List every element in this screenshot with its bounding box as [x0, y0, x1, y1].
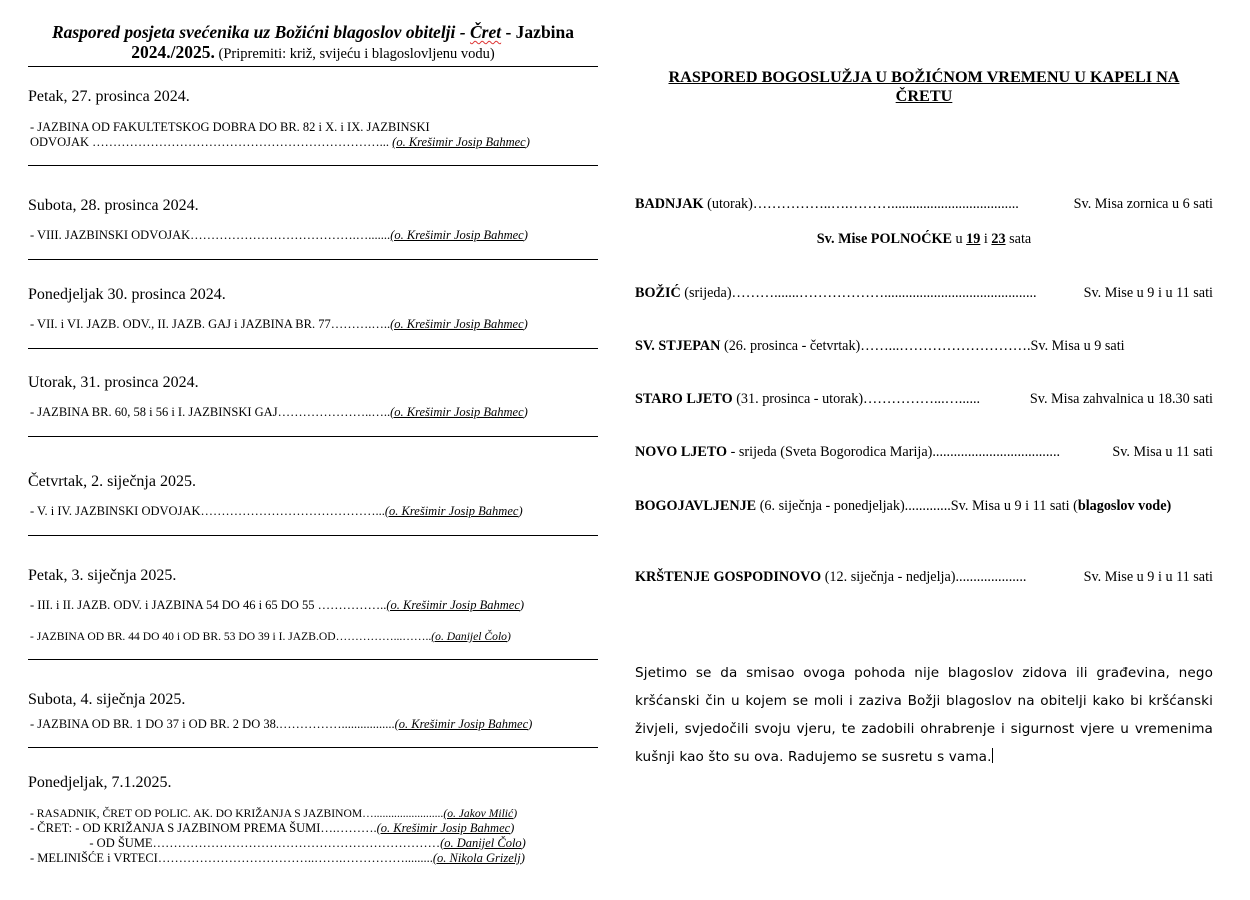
title-year: 2024./2025. [131, 42, 215, 62]
visit-line [30, 120, 430, 135]
polnocke-hour-2: 23 [991, 231, 1006, 247]
visit-route: - V. i IV. JAZBINSKI ODVOJAK……………………………………... [30, 504, 385, 518]
polnocke-hour-1: 19 [966, 231, 981, 247]
event-name: BADNJAK [635, 196, 704, 212]
event-time: Sv. Misa zornica u 6 sati [1073, 196, 1213, 212]
priest-name: (o. Krešimir Josip Bahmec) [390, 317, 528, 331]
polnocke-row [635, 231, 1213, 248]
day-header: Subota, 4. siječnja 2025. [28, 691, 186, 708]
visit-line [30, 135, 530, 150]
day-header: Ponedjeljak 30. prosinca 2024. [28, 286, 226, 303]
priest-name-underlined: (o. Krešimir Josip Bahmec [376, 821, 511, 835]
visit-line [30, 717, 532, 732]
visit-line [30, 228, 528, 243]
visit-route: - VII. i VI. JAZB. ODV., II. JAZB. GAJ i JAZBINA BR. 77……….….. [30, 317, 391, 331]
priest-name-underlined: (o. Danijel Čolo [440, 836, 522, 850]
priest-name-underlined: (o. Krešimir Josip Bahmec [390, 317, 524, 331]
visit-route: - OD ŠUME…………………………………………………………… [30, 836, 441, 850]
visit-route: - III. i II. JAZB. ODV. i JAZBINA 54 DO 46 i 65 DO 55 …………….. [30, 598, 387, 612]
visit-route: - RASADNIK, ČRET OD POLIC. AK. DO KRIŽANJA S JAZBINOM…........................ [30, 807, 444, 820]
event-time: Sv. Mise u 9 i u 11 sati [1083, 285, 1213, 301]
day-divider [28, 747, 598, 748]
priest-name-underlined: (o. Krešimir Josip Bahmec [390, 228, 524, 242]
priest-name: (o. Krešimir Josip Bahmec) [390, 228, 528, 242]
event-time: Sv. Misa zahvalnica u 18.30 sati [1029, 391, 1213, 407]
visit-route: - ČRET: - OD KRIŽANJA S JAZBINOM PREMA ŠUMI….………. [30, 821, 377, 835]
closing-paragraph [635, 659, 1213, 771]
priest-name: (o. Danijel Čolo) [431, 630, 511, 643]
event-time: Sv. Misa u 9 sati [1030, 338, 1125, 354]
day-header: Ponedjeljak, 7.1.2025. [28, 774, 172, 791]
event-detail: (31. prosinca - utorak)……………...…...... [732, 391, 981, 407]
priest-name-underlined: (o. Krešimir Josip Bahmec [384, 504, 519, 518]
title-part2: - Jazbina [501, 22, 575, 42]
visit-route: - VIII. JAZBINSKI ODVOJAK………………………………….…....... [30, 228, 391, 242]
priest-name: (o. Krešimir Josip Bahmec) [376, 821, 515, 835]
priest-name-underlined: (o. Jakov Milić [443, 807, 514, 820]
liturgy-title-line1: RASPORED BOGOSLUŽJA U BOŽIĆNOM VREMENU U KAPELI NA [668, 68, 1180, 86]
event-detail: (6. siječnja - ponedjeljak).............Sv. Misa u 9 i 11 sati ( [756, 498, 1078, 514]
title-divider [28, 66, 598, 67]
visit-line [30, 806, 517, 821]
day-header: Petak, 27. prosinca 2024. [28, 88, 190, 105]
day-divider [28, 535, 598, 536]
day-divider [28, 659, 598, 660]
schedule-title [28, 22, 598, 64]
visit-line [30, 405, 528, 420]
priest-name-underlined: (o. Krešimir Josip Bahmec [386, 598, 520, 612]
title-note: (Pripremiti: križ, svijeću i blagoslovljenu vodu) [214, 46, 495, 62]
visit-line [30, 851, 525, 866]
visit-line [30, 836, 526, 851]
visit-line [30, 317, 528, 332]
visit-schedule [28, 22, 598, 67]
day-divider [28, 259, 598, 260]
event-name: BOGOJAVLJENJE [635, 498, 757, 514]
priest-name-underlined: (o. Krešimir Josip Bahmec [394, 717, 529, 731]
day-block [28, 197, 598, 262]
priest-name: (o. Krešimir Josip Bahmec) [390, 405, 528, 419]
event-row [635, 569, 1213, 586]
day-divider [28, 348, 598, 349]
priest-name: (o. Nikola Grizelj) [432, 851, 525, 865]
visit-line [30, 598, 524, 613]
liturgy-title-line2: ČRETU [895, 87, 953, 105]
day-block [28, 374, 598, 439]
priest-name: (o. Krešimir Josip Bahmec) [386, 598, 525, 612]
title-part1: Raspored posjeta svećenika uz Božićni blagoslov obitelji - [51, 22, 470, 42]
visit-route: - JAZBINA BR. 60, 58 i 56 i I. JAZBINSKI GAJ…………………..….. [30, 405, 391, 419]
polnocke-u: u [951, 231, 967, 247]
day-divider [28, 436, 598, 437]
priest-name: (o. Krešimir Josip Bahmec) [394, 717, 533, 731]
day-block [28, 567, 598, 662]
event-row [635, 444, 1213, 461]
day-header: Subota, 28. prosinca 2024. [28, 197, 199, 214]
priest-name-underlined: (o. Nikola Grizelj [432, 851, 521, 865]
polnocke-sata: sata [1005, 231, 1032, 247]
event-name: NOVO LJETO [635, 444, 728, 460]
visit-line [30, 629, 511, 644]
event-time: Sv. Mise u 9 i u 11 sati [1083, 569, 1213, 585]
visit-route: - JAZBINA OD FAKULTETSKOG DOBRA DO BR. 82 i X. i IX. JAZBINSKI [30, 120, 430, 134]
day-block [28, 691, 598, 751]
priest-name-underlined: (o. Krešimir Josip Bahmec [390, 405, 524, 419]
event-name: STARO LJETO [635, 391, 733, 407]
priest-name-underlined: (o. Krešimir Josip Bahmec [392, 135, 526, 149]
priest-name: (o. Jakov Milić) [443, 807, 518, 820]
event-name: SV. STJEPAN [635, 338, 721, 354]
event-detail: (26. prosinca - četvrtak)……...………………………. [720, 338, 1031, 354]
day-header: Utorak, 31. prosinca 2024. [28, 374, 199, 391]
event-detail: - srijeda (Sveta Bogorodica Marija).................................... [727, 444, 1061, 460]
event-name: BOŽIĆ [635, 285, 681, 301]
day-block [28, 774, 598, 874]
event-row-bogojavljenje [635, 497, 1213, 516]
visit-line [30, 504, 523, 519]
text-cursor [992, 748, 993, 763]
visit-route: - JAZBINA OD BR. 1 DO 37 i OD BR. 2 DO 38.……………................. [30, 717, 395, 731]
event-note: blagoslov vode) [1077, 498, 1172, 514]
liturgy-events [635, 0, 1213, 900]
priest-name: (o. Krešimir Josip Bahmec) [392, 135, 530, 149]
event-time: Sv. Misa u 11 sati [1112, 444, 1213, 460]
priest-name-underlined: (o. Danijel Čolo [431, 630, 507, 643]
day-header: Petak, 3. siječnja 2025. [28, 567, 177, 584]
day-header: Četvrtak, 2. siječnja 2025. [28, 473, 196, 490]
visit-route: - MELINIŠĆE i VRTECI………………………………..…….……………......... [30, 851, 433, 865]
event-detail: (srijeda)……….......………………........................................... [680, 285, 1037, 301]
event-row [635, 285, 1213, 302]
event-row [635, 391, 1213, 408]
closing-text: Sjetimo se da smisao ovoga pohoda nije blagoslov zidova ili građevina, nego kršćanski čin u kojem se moli i zaziva Božji blagoslov na obitelji kako bi kršćanski živjeli, svjedočili svoju vjeru, te zadobili ohrabrenje i sigurnost vjere u vremenima kušnji kao što su ova. Radujemo se susretu s vama. [635, 665, 1213, 765]
polnocke-and: i [980, 231, 992, 247]
event-name: KRŠTENJE GOSPODINOVO [635, 569, 822, 585]
event-row [635, 196, 1213, 213]
title-cret: Čret [469, 22, 502, 42]
polnocke-label: Sv. Mise POLNOĆKE [816, 231, 952, 247]
visit-line [30, 821, 514, 836]
event-row [635, 338, 1213, 355]
event-detail: (12. siječnja - nedjelja).................... [821, 569, 1027, 585]
visit-route: ODVOJAK ……………………………………………………………... [30, 135, 393, 149]
event-detail: (utorak)……………..….……….................................... [703, 196, 1019, 212]
day-block [28, 88, 598, 168]
day-divider [28, 165, 598, 166]
priest-name: (o. Krešimir Josip Bahmec) [384, 504, 523, 518]
priest-name: (o. Danijel Čolo) [440, 836, 526, 850]
day-block [28, 286, 598, 351]
day-block [28, 473, 598, 538]
visit-route: - JAZBINA OD BR. 44 DO 40 i OD BR. 53 DO 39 i I. JAZB.OD……………...…….. [30, 630, 432, 643]
